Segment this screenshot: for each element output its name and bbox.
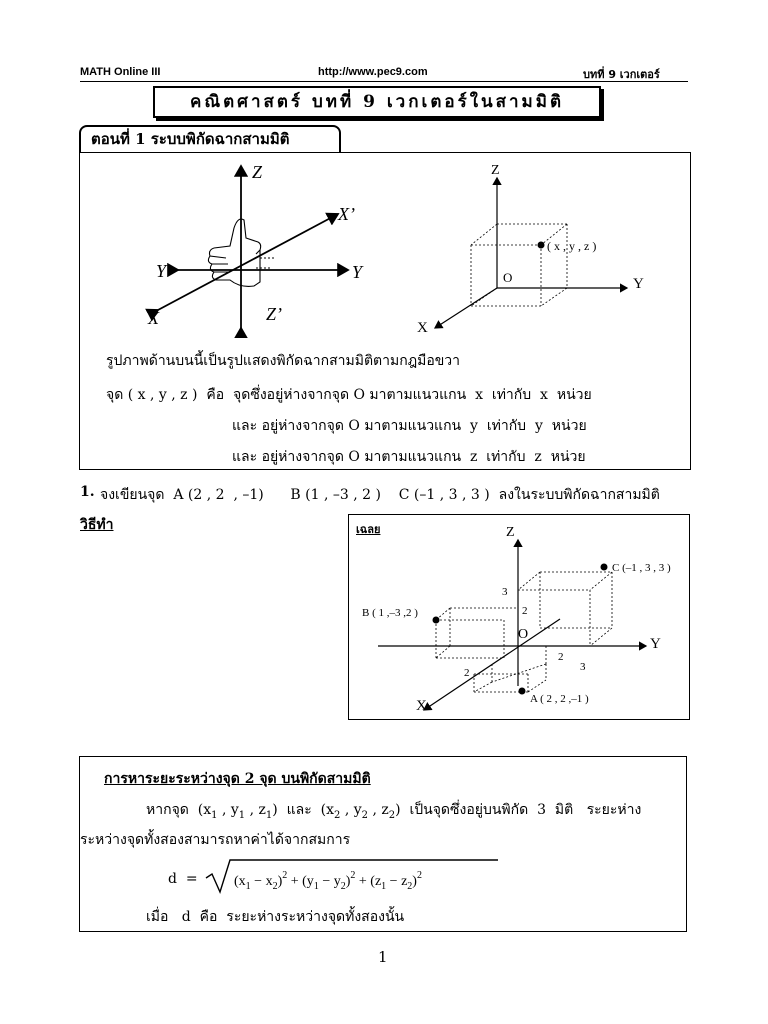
- point-marker: [538, 242, 545, 249]
- distance-formula: [204, 856, 504, 896]
- tick-z-3: 3: [502, 586, 508, 598]
- distance-heading: การหาระยะระหว่างจุด 2 จุด บนพิกัดสามมิติ: [104, 771, 371, 787]
- exercise-number: 1.: [80, 484, 95, 500]
- box-c: [518, 572, 612, 646]
- point-c-marker: [601, 564, 608, 571]
- point-xyz-diagram: [405, 158, 665, 338]
- formula-body: $(x_1 - x_2)^2 + (y_1 - y_2)^2 + (z_1 - z_2)^2$: [234, 870, 422, 892]
- axis-label-x: X: [416, 698, 427, 714]
- box-b: [436, 608, 518, 658]
- answer-diagram: [350, 516, 688, 718]
- explanation-line-1: รูปภาพด้านบนนี้เป็นรูปแสดงพิกัดฉากสามมิติตามกฎมือขวา: [106, 353, 461, 369]
- axis-label-z: Z: [252, 162, 263, 182]
- tick-z-2: 2: [522, 605, 528, 617]
- exercise-text: จงเขียนจุด A (2 , 2 , –1) B (1 , –3 , 2 ) C (–1 , 3 , 3 ) ลงในระบบพิกัดฉากสามมิติ: [100, 487, 660, 503]
- header-url: http://www.pec9.com: [318, 66, 428, 78]
- origin-label: O: [518, 627, 529, 642]
- point-b-marker: [433, 617, 440, 624]
- axis-label-z-prime: Z’: [266, 304, 283, 324]
- distance-line-1: หากจุด ($x_1$ , $y_1$ , $z_1$) และ ($x_2$ , $y_2$ , $z_2$) เป็นจุดซึ่งอยู่บนพิกัด 3 มิติ ระยะห่าง: [146, 802, 642, 821]
- distance-line-2: ระหว่างจุดทั้งสองสามารถหาค่าได้จากสมการ: [80, 832, 351, 848]
- axis-label-z: Z: [506, 525, 515, 540]
- header-right: บทที่ 9 เวกเตอร์: [583, 68, 660, 81]
- axis-label-y-prime: Y’: [156, 261, 173, 281]
- method-label: วิธีทำ: [80, 517, 114, 533]
- formula-lhs: d =: [168, 871, 198, 887]
- point-a-marker: [519, 688, 526, 695]
- axis-label-x-prime: X’: [338, 204, 355, 224]
- page-number: 1: [378, 948, 388, 966]
- section-tab: [79, 125, 341, 152]
- tick-x-2: 2: [464, 667, 470, 679]
- section-title: ตอนที่ 1 ระบบพิกัดฉากสามมิติ: [91, 130, 290, 148]
- origin-label: O: [503, 270, 513, 285]
- axis-label-y: Y: [633, 276, 644, 292]
- header-left: MATH Online III: [80, 66, 161, 78]
- explanation-line-3: และ อยู่ห่างจากจุด O มาตามแนวแกน y เท่ากับ y หน่วย: [232, 418, 587, 434]
- header-rule: [80, 81, 688, 82]
- title-box: [153, 86, 601, 118]
- axis-label-y: Y: [352, 262, 363, 282]
- axis-label-x: X: [148, 308, 159, 328]
- answer-label: เฉลย: [356, 523, 381, 536]
- axis-label-z: Z: [491, 163, 500, 178]
- explanation-line-4: และ อยู่ห่างจากจุด O มาตามแนวแกน z เท่ากับ z หน่วย: [232, 449, 586, 465]
- explanation-line-2: จุด ( x , y , z ) คือ จุดซึ่งอยู่ห่างจากจุด O มาตามแนวแกน x เท่ากับ x หน่วย: [106, 387, 592, 403]
- point-c-label: C (–1 , 3 , 3 ): [612, 562, 671, 574]
- box-outline: [471, 224, 567, 306]
- axis-label-y: Y: [650, 636, 661, 652]
- distance-line-3: เมื่อ d คือ ระยะห่างระหว่างจุดทั้งสองนั้น: [146, 909, 405, 925]
- page-title: คณิตศาสตร์ บทที่ 9 เวกเตอร์ในสามมิติ: [190, 92, 564, 112]
- point-label: ( x , y , z ): [547, 239, 597, 253]
- point-a-label: A ( 2 , 2 ,–1 ): [530, 693, 589, 705]
- point-b-label: B ( 1 ,–3 ,2 ): [362, 607, 418, 619]
- tick-y-2: 2: [558, 651, 564, 663]
- right-hand-rule-diagram: [130, 158, 390, 338]
- axis-label-x: X: [417, 320, 428, 336]
- tick-y-3: 3: [580, 661, 586, 673]
